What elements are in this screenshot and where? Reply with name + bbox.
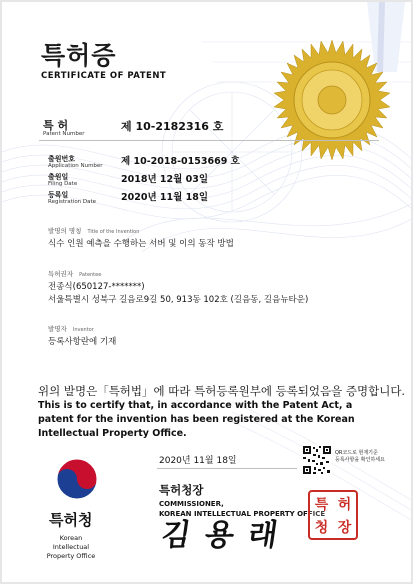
patentee-name: 전종식(650127-*******): [48, 282, 145, 292]
registration-date-label-en: Registration Date: [48, 199, 97, 205]
invention-title-label: [48, 226, 139, 235]
invention-title-value: 식수 인원 예측을 수행하는 서버 및 이의 동작 방법: [48, 239, 234, 249]
application-number-label-en: Application Number: [48, 163, 103, 169]
certificate-title: 특허증: [41, 41, 117, 70]
commissioner-title-en-line2: KOREAN INTELLECTUAL PROPERTY OFFICE: [159, 510, 326, 518]
commissioner-signature: 김 용 래: [159, 518, 282, 553]
inventor-label-ko: 발명자: [48, 325, 67, 333]
patentee-label: [48, 269, 101, 278]
commissioner-title-ko: 특허청장: [159, 483, 204, 497]
patent-number-value: 제 10-2182316 호: [121, 120, 224, 133]
divider: [157, 468, 297, 469]
patentee-label-ko: 특허권자: [48, 270, 74, 278]
patentee-label-en: Patentee: [79, 272, 102, 278]
issue-date: 2020년 11월 18일: [159, 456, 237, 466]
office-name-en-line2: Property Office: [46, 552, 96, 560]
registration-date-label: 등록일: [48, 191, 69, 199]
stamp-char: 특: [314, 496, 329, 513]
qr-note-line2: 등록사항을 확인하세요: [335, 457, 385, 463]
commissioner-title-en-line1: COMMISSIONER,: [159, 500, 224, 508]
filing-date-value: 2018년 12월 03일: [121, 174, 209, 185]
kipo-emblem-icon: [55, 457, 99, 501]
application-number-value: 제 10-2018-0153669 호: [121, 156, 240, 167]
filing-date-label: 출원일: [48, 173, 69, 181]
qr-note-line1: QR코드로 현재기준: [335, 450, 378, 456]
patent-number-label-en: Patent Number: [43, 131, 85, 137]
qr-note: [335, 450, 395, 464]
patent-number-label: 특 허: [43, 119, 69, 132]
stamp-char: 장: [337, 519, 352, 536]
patentee-address: 서울특별시 성북구 길음로9길 50, 913동 102호 (길음동, 길음뉴타운): [48, 295, 309, 305]
inventor-value: 등록사항란에 기재: [48, 337, 117, 347]
inventor-label-en: Inventor: [72, 327, 94, 333]
stamp-char: 허: [337, 496, 352, 513]
stamp-char: 청: [314, 519, 329, 536]
gold-seal-icon: [272, 40, 392, 160]
inventor-label: [48, 324, 94, 333]
certification-statement-ko: 위의 발명은「특허법」에 따라 특허등록원부에 등록되었음을 증명합니다.: [38, 384, 406, 398]
divider: [39, 140, 379, 141]
filing-date-label-en: Filing Date: [48, 181, 78, 187]
certificate-subtitle: CERTIFICATE OF PATENT: [41, 71, 167, 81]
qr-code-icon[interactable]: [302, 445, 332, 475]
certification-statement-en: This is to certify that, in accordance with the Patent Act, a patent for the invention has been registered at the Korean Intellectual Property Office.: [38, 400, 355, 439]
invention-title-label-ko: 발명의 명칭: [48, 227, 82, 235]
application-number-label: 출원번호: [48, 155, 76, 163]
office-name-en-line1: Korean Intellectual: [52, 534, 90, 551]
official-stamp: [308, 490, 358, 540]
office-name-ko: 특허청: [49, 511, 93, 529]
office-name-en: [43, 534, 99, 561]
registration-date-value: 2020년 11월 18일: [121, 192, 209, 203]
invention-title-label-en: Title of the Invention: [87, 229, 140, 235]
